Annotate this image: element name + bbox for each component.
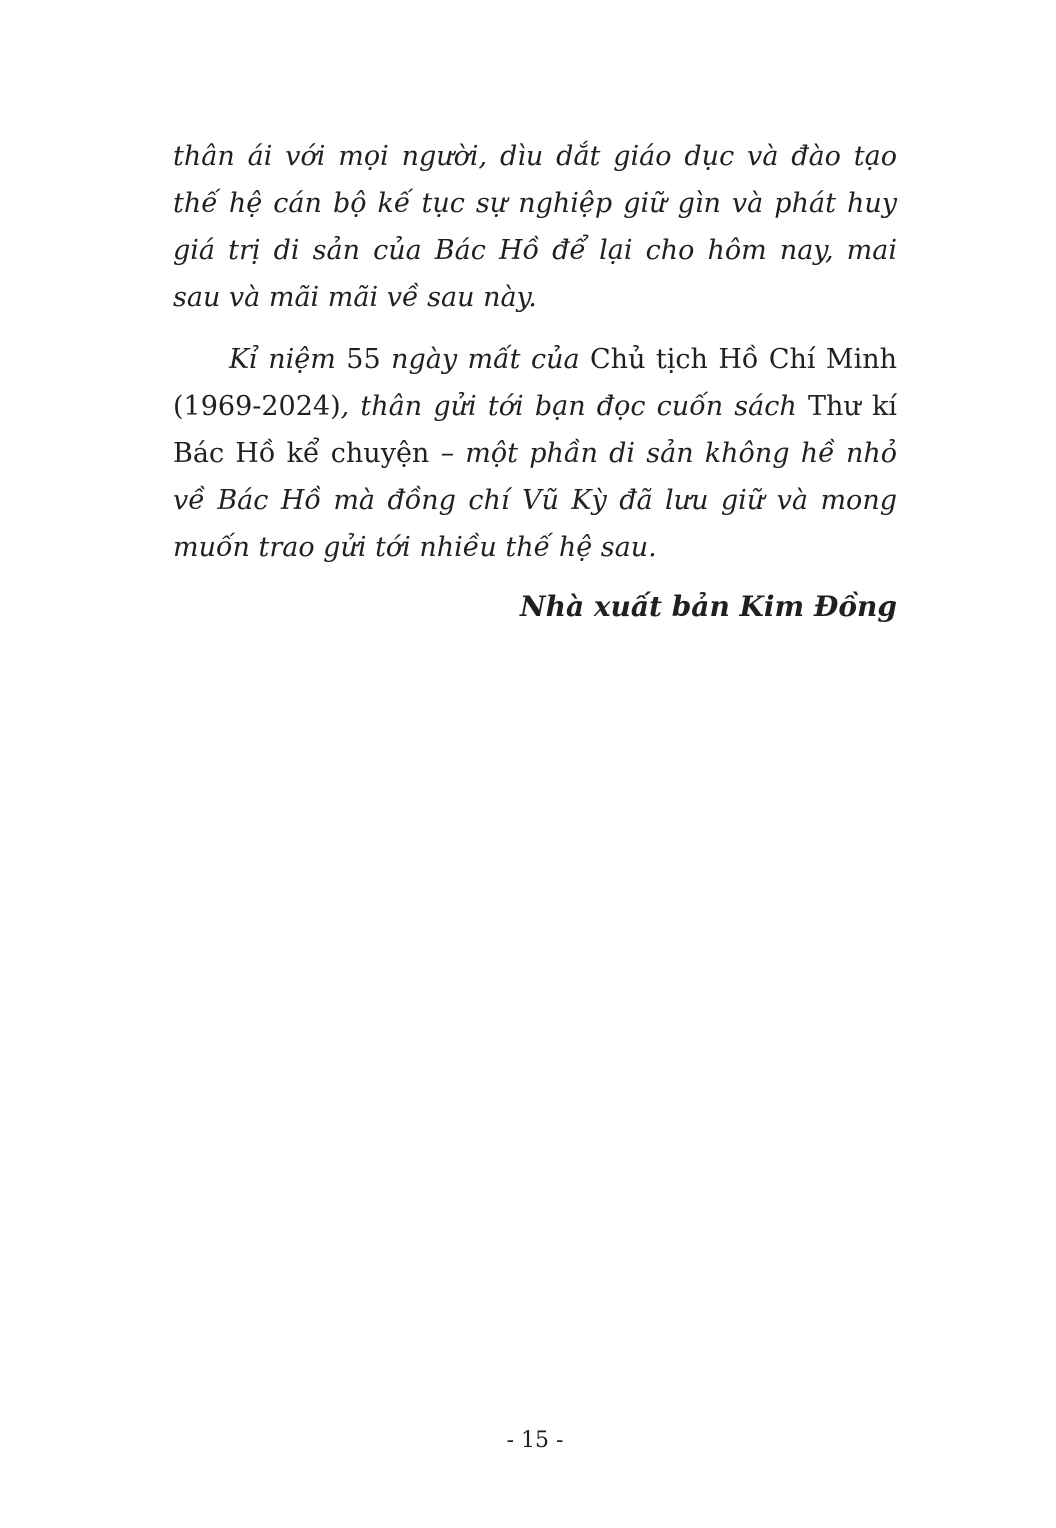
text-line: muốn trao gửi tới nhiều thế hệ sau.	[173, 532, 657, 563]
text-line	[173, 383, 897, 430]
text-line: thân ái với mọi người, dìu dắt giáo dục và đào tạo	[173, 141, 897, 172]
text-line: giá trị di sản của Bác Hồ để lại cho hôm nay, mai	[173, 235, 897, 266]
text-span: – một phần di sản không hề nhỏ	[429, 438, 897, 469]
paragraph-2	[173, 336, 897, 571]
text-span: ngày mất của	[380, 344, 591, 375]
publisher-signature: Nhà xuất bản Kim Đồng	[520, 590, 897, 623]
paragraph-1	[173, 133, 897, 321]
text-span: Chủ tịch Hồ Chí Minh	[590, 344, 897, 375]
text-line	[173, 336, 897, 383]
page-number: - 15 -	[506, 1428, 564, 1453]
text-line: sau và mãi mãi về sau này.	[173, 282, 537, 313]
text-span: Kỉ niệm	[229, 344, 347, 375]
text-span: 55	[346, 344, 381, 375]
text-line	[173, 430, 897, 477]
text-line: về Bác Hồ mà đồng chí Vũ Kỳ đã lưu giữ và mong	[173, 485, 897, 516]
text-span: , thân gửi tới bạn đọc cuốn sách	[340, 391, 808, 422]
text-line: thế hệ cán bộ kế tục sự nghiệp giữ gìn và phát huy	[173, 188, 897, 219]
book-title: Bác Hồ kể chuyện	[173, 438, 430, 469]
book-title: Thư kí	[807, 391, 897, 422]
text-span: (1969-2024)	[173, 391, 341, 422]
